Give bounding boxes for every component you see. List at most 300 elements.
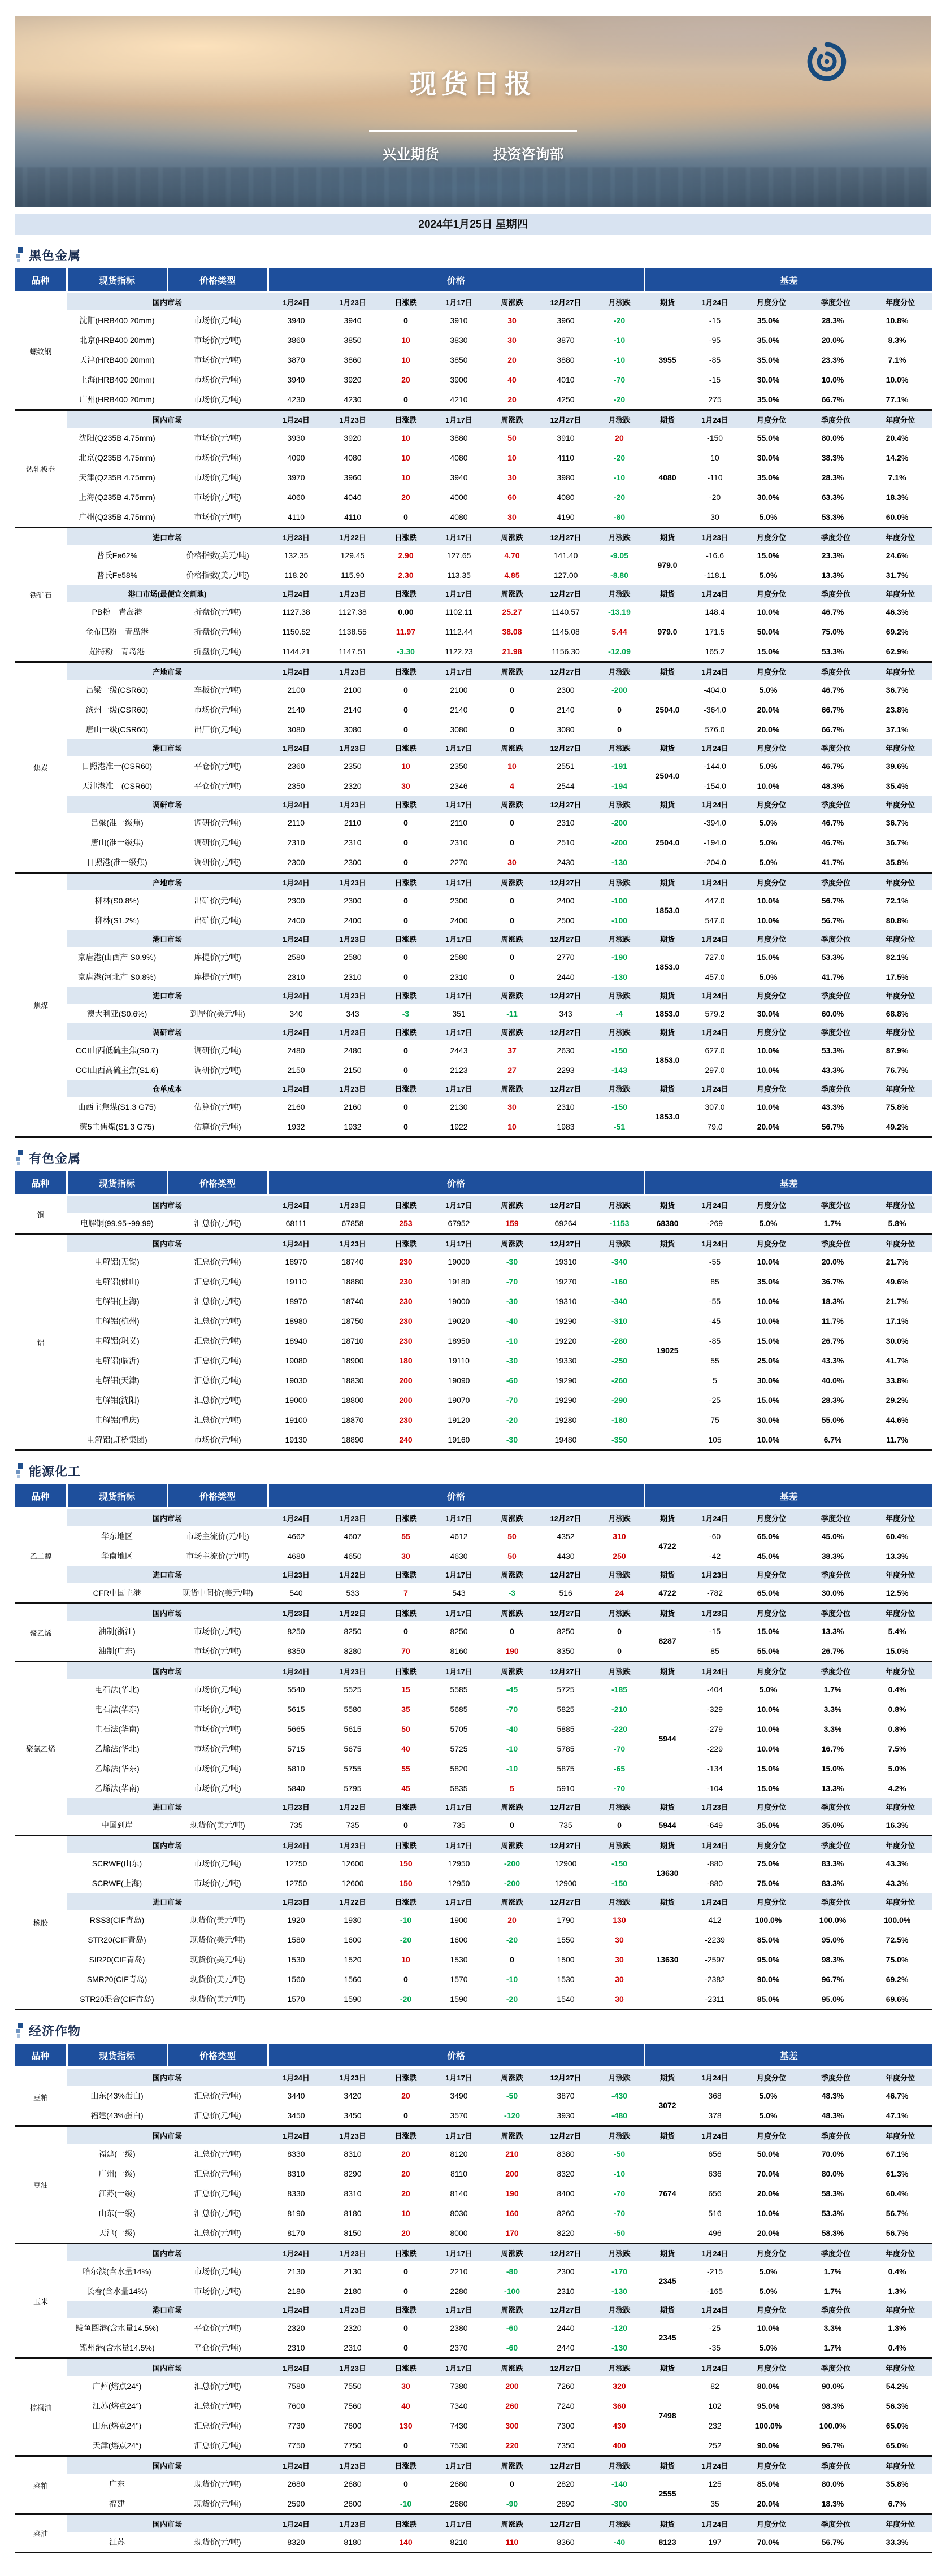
price-cell: 30 xyxy=(487,507,537,528)
date-label: 日涨跌 xyxy=(381,796,431,813)
futures-label: 期货 xyxy=(644,1893,691,1910)
date-label: 1月17日 xyxy=(431,1566,487,1583)
price-cell: 2300 xyxy=(324,890,381,910)
indicator-cell: 广州(熔点24°) xyxy=(67,2376,167,2396)
percentile-cell: 75.8% xyxy=(868,1097,932,1117)
section-bullet-icon xyxy=(16,247,24,262)
price-cell: 1560 xyxy=(268,1969,324,1989)
col-header-price: 价格 xyxy=(268,268,644,292)
table-row xyxy=(15,2183,932,2203)
percentile-cell: 44.6% xyxy=(868,1410,932,1430)
table-row xyxy=(15,1873,932,1893)
price-cell: -90 xyxy=(487,2494,537,2514)
table-row xyxy=(15,813,932,832)
price-cell: 8330 xyxy=(268,2144,324,2164)
date-label: 1月23日 xyxy=(324,292,381,310)
percentile-cell: 28.3% xyxy=(804,467,868,487)
price-cell: 2300 xyxy=(537,680,594,700)
price-cell: -70 xyxy=(594,1739,644,1758)
futures-cell: 2504.0 xyxy=(644,756,691,796)
price-cell: 1590 xyxy=(324,1989,381,2010)
basis-cell: -269 xyxy=(691,1213,739,1234)
date-label: 日涨跌 xyxy=(381,2067,431,2086)
basis-cell: -25 xyxy=(691,2318,739,2338)
date-label: 1月22日 xyxy=(324,1604,381,1622)
price-cell: 7750 xyxy=(324,2435,381,2456)
commodity-table xyxy=(15,2044,932,2553)
table-row xyxy=(15,1989,932,2010)
price-cell: 5685 xyxy=(431,1699,487,1719)
date-label: 12月27日 xyxy=(537,528,594,546)
variety-cell: 菜粕 xyxy=(15,2456,67,2514)
futures-label: 期货 xyxy=(644,873,691,891)
price-cell: -30 xyxy=(487,1430,537,1450)
price-cell: 7530 xyxy=(431,2435,487,2456)
price-cell: 8320 xyxy=(537,2164,594,2183)
date-label: 12月27日 xyxy=(537,930,594,947)
price-cell: 140 xyxy=(381,2532,431,2553)
price-cell: 2820 xyxy=(537,2474,594,2494)
percentile-label: 月度分位 xyxy=(739,987,804,1004)
price-cell: 19070 xyxy=(431,1390,487,1410)
date-label: 1月23日 xyxy=(324,2067,381,2086)
indicator-cell: 山东(熔点24°) xyxy=(67,2416,167,2435)
price-cell: 19270 xyxy=(537,1271,594,1291)
report-body xyxy=(15,246,931,2553)
commodity-table xyxy=(15,268,932,1138)
percentile-label: 季度分位 xyxy=(804,1566,868,1583)
table-row xyxy=(15,1331,932,1350)
col-header-indicator: 现货指标 xyxy=(67,1171,167,1195)
percentile-label: 季度分位 xyxy=(804,585,868,602)
percentile-cell: 90.0% xyxy=(804,2376,868,2396)
indicator-cell: 柳林(S1.2%) xyxy=(67,910,167,930)
percentile-cell: 33.8% xyxy=(868,1370,932,1390)
percentile-cell: 100.0% xyxy=(868,1910,932,1930)
percentile-cell: 48.3% xyxy=(804,776,868,796)
price-cell: 2480 xyxy=(268,1040,324,1060)
percentile-label: 年度分位 xyxy=(868,1662,932,1680)
variety-cell: 螺纹钢 xyxy=(15,292,67,410)
price-cell: 18940 xyxy=(268,1331,324,1350)
indicator-cell: 天津(一级) xyxy=(67,2223,167,2244)
percentile-cell: 15.0% xyxy=(739,1778,804,1798)
price-cell: 2680 xyxy=(268,2474,324,2494)
indicator-cell: 日照港(准一级焦) xyxy=(67,852,167,873)
table-row xyxy=(15,1252,932,1271)
market-label: 国内市场 xyxy=(67,410,268,428)
basis-cell: 35 xyxy=(691,2494,739,2514)
price-cell: 30 xyxy=(594,1989,644,2010)
price-type-cell: 平仓价(元/吨) xyxy=(167,776,268,796)
futures-cell: 8287 xyxy=(644,1621,691,1662)
percentile-label: 年度分位 xyxy=(868,1023,932,1040)
futures-label: 期货 xyxy=(644,1566,691,1583)
price-cell: 0 xyxy=(381,2281,431,2301)
table-row xyxy=(15,602,932,622)
percentile-cell: 36.7% xyxy=(868,813,932,832)
date-label: 月涨跌 xyxy=(594,1234,644,1252)
price-cell: 0 xyxy=(487,832,537,852)
price-type-cell: 库提价(元/吨) xyxy=(167,947,268,967)
percentile-cell: 75.0% xyxy=(739,1873,804,1893)
price-cell: 3940 xyxy=(268,310,324,330)
market-subheader-row xyxy=(15,987,932,1004)
futures-cell: 1853.0 xyxy=(644,947,691,987)
basis-cell: -165 xyxy=(691,2281,739,2301)
date-label: 日涨跌 xyxy=(381,585,431,602)
percentile-cell: 76.7% xyxy=(868,1060,932,1080)
percentile-label: 年度分位 xyxy=(868,2514,932,2532)
basis-cell: 197 xyxy=(691,2532,739,2553)
percentile-label: 月度分位 xyxy=(739,1195,804,1213)
price-type-cell: 汇总价(元/吨) xyxy=(167,2164,268,2183)
price-cell: 8250 xyxy=(431,1621,487,1641)
basis-date-label: 1月24日 xyxy=(691,2301,739,2318)
price-cell: 15 xyxy=(381,1679,431,1699)
price-cell: -430 xyxy=(594,2086,644,2105)
price-cell: 2320 xyxy=(268,2318,324,2338)
price-cell: -65 xyxy=(594,1758,644,1778)
percentile-label: 年度分位 xyxy=(868,2456,932,2474)
percentile-cell: 20.0% xyxy=(739,1117,804,1137)
indicator-cell: 华南地区 xyxy=(67,1546,167,1566)
percentile-label: 年度分位 xyxy=(868,796,932,813)
table-row xyxy=(15,370,932,389)
price-type-cell: 汇总价(元/吨) xyxy=(167,2144,268,2164)
price-cell: 4430 xyxy=(537,1546,594,1566)
price-cell: 2310 xyxy=(268,967,324,987)
percentile-label: 季度分位 xyxy=(804,987,868,1004)
basis-cell: -404 xyxy=(691,1679,739,1699)
price-cell: -3 xyxy=(487,1583,537,1604)
market-label: 国内市场 xyxy=(67,1836,268,1854)
basis-date-label: 1月23日 xyxy=(691,1604,739,1622)
price-cell: 2300 xyxy=(537,2261,594,2281)
basis-cell: -2239 xyxy=(691,1930,739,1949)
price-cell: 3980 xyxy=(537,467,594,487)
date-label: 月涨跌 xyxy=(594,2456,644,2474)
price-cell: 360 xyxy=(594,2396,644,2416)
price-cell: 240 xyxy=(381,1430,431,1450)
price-cell: 0 xyxy=(594,1641,644,1662)
table-row xyxy=(15,852,932,873)
futures-label: 期货 xyxy=(644,1798,691,1815)
price-cell: 2160 xyxy=(268,1097,324,1117)
price-cell: 2350 xyxy=(268,776,324,796)
indicator-cell: 华东地区 xyxy=(67,1526,167,1546)
percentile-label: 月度分位 xyxy=(739,1508,804,1526)
percentile-label: 季度分位 xyxy=(804,1836,868,1854)
price-type-cell: 调研价(元/吨) xyxy=(167,1040,268,1060)
price-cell: 150 xyxy=(381,1873,431,1893)
price-cell: 30 xyxy=(487,1097,537,1117)
percentile-cell: 5.0% xyxy=(739,832,804,852)
price-cell: -20 xyxy=(594,389,644,410)
price-cell: -20 xyxy=(381,1930,431,1949)
price-cell: 2110 xyxy=(268,813,324,832)
percentile-label: 季度分位 xyxy=(804,1234,868,1252)
date-label: 1月24日 xyxy=(268,2456,324,2474)
price-cell: 735 xyxy=(324,1815,381,1836)
table-row xyxy=(15,1758,932,1778)
basis-cell: 82 xyxy=(691,2376,739,2396)
basis-cell: 30 xyxy=(691,507,739,528)
futures-label: 期货 xyxy=(644,2126,691,2144)
price-cell: 12900 xyxy=(537,1853,594,1873)
percentile-label: 季度分位 xyxy=(804,1023,868,1040)
percentile-cell: 63.3% xyxy=(804,487,868,507)
date-label: 日涨跌 xyxy=(381,410,431,428)
table-row xyxy=(15,680,932,700)
indicator-cell: 江苏(熔点24°) xyxy=(67,2396,167,2416)
price-cell: -310 xyxy=(594,1311,644,1331)
table-row xyxy=(15,2532,932,2553)
price-cell: 50 xyxy=(487,1526,537,1546)
percentile-label: 季度分位 xyxy=(804,2067,868,2086)
futures-cell: 979.0 xyxy=(644,545,691,585)
date-label: 周涨跌 xyxy=(487,292,537,310)
price-cell: 7600 xyxy=(268,2396,324,2416)
percentile-cell: 80.0% xyxy=(804,2474,868,2494)
percentile-cell: 15.0% xyxy=(739,1390,804,1410)
date-label: 1月17日 xyxy=(431,1234,487,1252)
indicator-cell: 普氏Fe62% xyxy=(67,545,167,565)
percentile-cell: 0.4% xyxy=(868,1679,932,1699)
basis-cell: 656 xyxy=(691,2183,739,2203)
table-row xyxy=(15,1969,932,1989)
price-cell: 40 xyxy=(381,2396,431,2416)
price-cell: -12.09 xyxy=(594,641,644,662)
percentile-cell: 41.7% xyxy=(804,852,868,873)
date-label: 周涨跌 xyxy=(487,2067,537,2086)
percentile-cell: 75.0% xyxy=(868,1949,932,1969)
table-row xyxy=(15,890,932,910)
date-label: 周涨跌 xyxy=(487,1508,537,1526)
futures-cell: 7674 xyxy=(644,2144,691,2244)
price-cell: 3080 xyxy=(324,719,381,739)
market-subheader-row xyxy=(15,1798,932,1815)
price-cell: 8350 xyxy=(268,1641,324,1662)
price-cell: 1920 xyxy=(268,1910,324,1930)
price-cell: 21.98 xyxy=(487,641,537,662)
price-cell: 18830 xyxy=(324,1370,381,1390)
percentile-cell: 11.7% xyxy=(804,1311,868,1331)
percentile-label: 季度分位 xyxy=(804,2514,868,2532)
price-cell: -20 xyxy=(381,1989,431,2010)
col-header-variety: 品种 xyxy=(15,2044,67,2067)
price-cell: 19130 xyxy=(268,1430,324,1450)
percentile-label: 季度分位 xyxy=(804,292,868,310)
price-cell: 115.90 xyxy=(324,565,381,585)
percentile-label: 月度分位 xyxy=(739,662,804,680)
indicator-cell: 电解铝(重庆) xyxy=(67,1410,167,1430)
price-type-cell: 市场价(元/吨) xyxy=(167,1621,268,1641)
price-cell: 69264 xyxy=(537,1213,594,1234)
basis-cell: 275 xyxy=(691,389,739,410)
table-header-row xyxy=(15,1171,932,1195)
date-label: 12月27日 xyxy=(537,1080,594,1097)
basis-cell: 447.0 xyxy=(691,890,739,910)
price-cell: 8310 xyxy=(268,2164,324,2183)
price-cell: 50 xyxy=(487,428,537,448)
price-cell: 20 xyxy=(594,428,644,448)
market-subheader-row xyxy=(15,292,932,310)
market-subheader-row xyxy=(15,2358,932,2377)
percentile-cell: 55.0% xyxy=(739,428,804,448)
percentile-cell: 46.7% xyxy=(804,813,868,832)
indicator-cell: 电解铝(沈阳) xyxy=(67,1390,167,1410)
futures-cell: 68380 xyxy=(644,1213,691,1234)
price-type-cell: 汇总价(元/吨) xyxy=(167,1213,268,1234)
price-type-cell: 市场价(元/吨) xyxy=(167,1758,268,1778)
price-cell: 19120 xyxy=(431,1410,487,1430)
section-bullet-icon xyxy=(16,1150,24,1165)
basis-cell: -55 xyxy=(691,1291,739,1311)
section-title xyxy=(16,1462,931,1479)
percentile-label: 季度分位 xyxy=(804,1195,868,1213)
date-label: 日涨跌 xyxy=(381,528,431,546)
price-cell: 2300 xyxy=(324,852,381,873)
price-cell: 1147.51 xyxy=(324,641,381,662)
price-cell: -3 xyxy=(381,1004,431,1023)
price-cell: -150 xyxy=(594,1040,644,1060)
price-cell: -150 xyxy=(594,1097,644,1117)
section-title xyxy=(16,1149,931,1166)
price-cell: 0 xyxy=(487,813,537,832)
basis-cell: -394.0 xyxy=(691,813,739,832)
date-label: 日涨跌 xyxy=(381,873,431,891)
price-cell: 4.85 xyxy=(487,565,537,585)
indicator-cell: 天津(Q235B 4.75mm) xyxy=(67,467,167,487)
futures-cell: 4722 xyxy=(644,1583,691,1604)
basis-date-label: 1月24日 xyxy=(691,585,739,602)
price-type-cell: 汇总价(元/吨) xyxy=(167,1311,268,1331)
percentile-label: 年度分位 xyxy=(868,987,932,1004)
indicator-cell: 福建(一级) xyxy=(67,2144,167,2164)
price-cell: 3900 xyxy=(431,370,487,389)
market-subheader-row xyxy=(15,1023,932,1040)
price-cell: 0 xyxy=(381,2435,431,2456)
price-cell: 5725 xyxy=(431,1739,487,1758)
price-cell: 141.40 xyxy=(537,545,594,565)
market-label: 进口市场 xyxy=(67,1893,268,1910)
price-cell: 68111 xyxy=(268,1213,324,1234)
price-type-cell: 汇总价(元/吨) xyxy=(167,2086,268,2105)
price-cell: 3920 xyxy=(324,428,381,448)
date-label: 月涨跌 xyxy=(594,662,644,680)
price-cell: 4080 xyxy=(537,487,594,507)
date-label: 1月17日 xyxy=(431,739,487,756)
basis-cell: 656 xyxy=(691,2144,739,2164)
percentile-cell: 10.0% xyxy=(739,1060,804,1080)
price-cell: 1932 xyxy=(268,1117,324,1137)
basis-cell: 496 xyxy=(691,2223,739,2244)
col-header-price-type: 价格类型 xyxy=(167,268,268,292)
percentile-cell: 18.3% xyxy=(868,487,932,507)
price-cell: 1530 xyxy=(537,1969,594,1989)
percentile-label: 年度分位 xyxy=(868,2358,932,2377)
price-cell: 20 xyxy=(381,2164,431,2183)
percentile-cell: 65.0% xyxy=(868,2435,932,2456)
table-row xyxy=(15,1040,932,1060)
date-label: 1月23日 xyxy=(324,930,381,947)
date-label: 月涨跌 xyxy=(594,739,644,756)
price-cell: 4650 xyxy=(324,1546,381,1566)
price-cell: 8380 xyxy=(537,2144,594,2164)
price-cell: 2400 xyxy=(268,910,324,930)
price-cell: 5580 xyxy=(324,1699,381,1719)
percentile-label: 年度分位 xyxy=(868,2301,932,2318)
table-row xyxy=(15,330,932,350)
date-label: 1月24日 xyxy=(268,410,324,428)
price-cell: 8280 xyxy=(324,1641,381,1662)
price-cell: 60 xyxy=(487,487,537,507)
price-type-cell: 市场价(元/吨) xyxy=(167,507,268,528)
price-cell: 540 xyxy=(268,1583,324,1604)
futures-label: 期货 xyxy=(644,528,691,546)
price-cell: 1550 xyxy=(537,1930,594,1949)
price-cell: 200 xyxy=(487,2376,537,2396)
indicator-cell: PB粉 青岛港 xyxy=(67,602,167,622)
basis-cell: 102 xyxy=(691,2396,739,2416)
futures-cell: 13630 xyxy=(644,1853,691,1893)
market-subheader-row xyxy=(15,2301,932,2318)
basis-date-label: 1月24日 xyxy=(691,2244,739,2262)
percentile-cell: 5.0% xyxy=(739,967,804,987)
dept-name: 投资咨询部 xyxy=(493,147,564,163)
percentile-label: 年度分位 xyxy=(868,930,932,947)
percentile-label: 年度分位 xyxy=(868,1798,932,1815)
indicator-cell: 鲅鱼圈港(含水量14.5%) xyxy=(67,2318,167,2338)
price-cell: 1922 xyxy=(431,1117,487,1137)
percentile-cell: 10.0% xyxy=(739,1739,804,1758)
table-row xyxy=(15,2474,932,2494)
date-label: 1月17日 xyxy=(431,1195,487,1213)
price-cell: 4040 xyxy=(324,487,381,507)
price-cell: 1112.44 xyxy=(431,622,487,641)
price-cell: 2320 xyxy=(324,776,381,796)
basis-cell: -880 xyxy=(691,1873,739,1893)
date-label: 1月17日 xyxy=(431,2126,487,2144)
price-cell: 2100 xyxy=(431,680,487,700)
price-cell: 2150 xyxy=(324,1060,381,1080)
price-cell: 18970 xyxy=(268,1252,324,1271)
price-cell: 2500 xyxy=(537,910,594,930)
market-label: 港口市场 xyxy=(67,930,268,947)
price-cell: 2310 xyxy=(537,813,594,832)
date-label: 1月17日 xyxy=(431,1023,487,1040)
price-cell: 343 xyxy=(324,1004,381,1023)
section-title-label: 黑色金属 xyxy=(29,248,81,263)
basis-date-label: 1月24日 xyxy=(691,662,739,680)
indicator-cell: 油制(浙江) xyxy=(67,1621,167,1641)
price-cell: 10 xyxy=(487,756,537,776)
percentile-cell: 35.0% xyxy=(739,330,804,350)
price-cell: 5840 xyxy=(268,1778,324,1798)
price-cell: 19310 xyxy=(537,1291,594,1311)
percentile-cell: 10.0% xyxy=(739,1252,804,1271)
price-cell: 220 xyxy=(487,2435,537,2456)
price-cell: 2600 xyxy=(324,2494,381,2514)
table-row xyxy=(15,641,932,662)
percentile-cell: 66.7% xyxy=(804,719,868,739)
price-type-cell: 汇总价(元/吨) xyxy=(167,1390,268,1410)
date-label: 日涨跌 xyxy=(381,2126,431,2144)
percentile-label: 季度分位 xyxy=(804,2358,868,2377)
price-cell: 8310 xyxy=(324,2183,381,2203)
date-label: 1月17日 xyxy=(431,662,487,680)
